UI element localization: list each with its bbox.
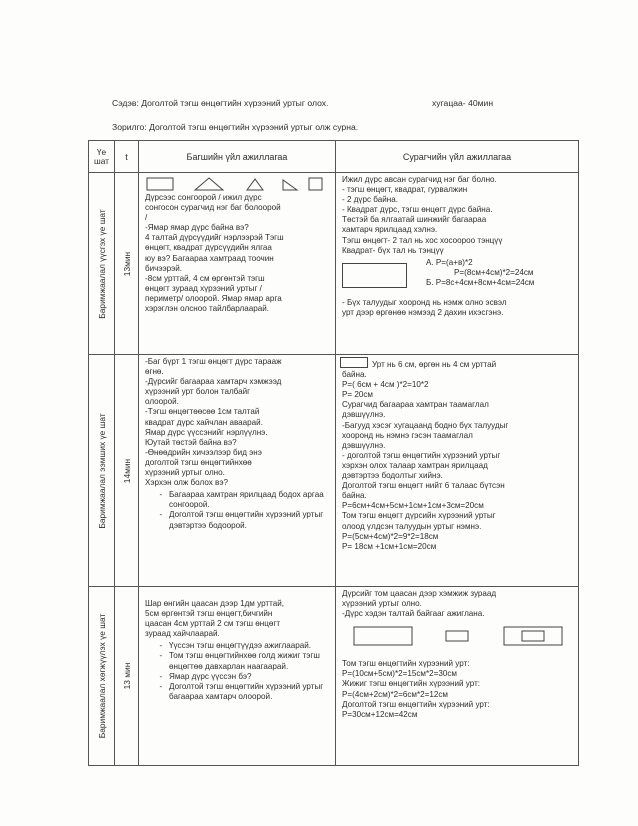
rectangle-icon [504, 627, 562, 645]
student-activity-text: байна. Р=( 6см + 4см )*2=10*2 Р= 20см Сурагчид багаараа хамтран таамаглал дэвшүүлнэ. -Багууд хэсэг хугацаанд бодно бүх талуудыг хооронд нь нэмнэ гэсэн таамаглал дэвшүүлнэ. - доголтой тэгш өнцөгтийн хүрээний уртыг хэрхэн олох талаар хамтран ярилцаад дэвтэртээ бодолтыг хийнэ. Доголтой тэгш өнцөгт нийт 6 талаас бүтсэн байна. Р=6см+4см+5см+1см+1см+3см=20см Том тэгш өнцөгт дүрсийн хүрээний уртыг олоод үлдсэн талуудын уртыг нэмнэ. Р=(5см+4см)*2=9*2=18см Р= 18см +1см+1см=20см [342, 370, 509, 551]
student-activity-text: Дүрсийг том цаасан дээр хэмжиж зураад хүрээний уртыг олно. -Дүрс хэдэн талтай байгааг ажиглана. [342, 589, 497, 619]
teacher-activity-text: -Баг бүрт 1 тэгш өнцөгт дүрс тарааж өгнө. -Дүрсийг багаараа хамтарч хэмжээд хүрээний урт болон талбайг олоорой. -Тэгш өнцөгтөөсөө 1см талтай квадрат дүрс хайчлан аваарай. Ямар дүрс үүссэнийг нэрлүүлнэ. Юутай төстэй байна вэ? -Өнөөдрийн хичээлээр бид энэ доголтой тэгш өнцөгтийнхөө хүрээний уртыг олно. Хэрхэн олж болох вэ? [145, 357, 282, 488]
student-activity-text: Том тэгш өнцөгтийн хүрээний урт: Р=(10см+5см)*2=15см*2=30см Жижиг тэгш өнцөгтийн хүрээний урт: Р=(4см+2см)*2=6см*2=12см Доголтой тэгш өнцөгтийн хүрээний урт: Р=30см+12см=42см [342, 659, 490, 719]
rectangle-icon [354, 627, 412, 645]
student-activity-text: - Бүх талуудыг хооронд нь нэмж олно эсвэл урт дээр өргөнөө нэмээд 2 дахин ихэсгэнэ. [342, 297, 507, 317]
formula-a: А. Р=(а+в)*2 [426, 257, 473, 267]
stage-cell: Баримжаалал ээмших үе шат [89, 355, 115, 587]
time-cell: 13 мин [115, 587, 139, 766]
student-activity-cell [336, 587, 579, 766]
shape-choices [139, 173, 335, 193]
header-time: t [115, 141, 139, 173]
cut-shapes [336, 621, 576, 651]
student-activity-cell [336, 173, 579, 355]
student-first-line: Урт нь 6 см, өргөн нь 4 см урттай [336, 355, 578, 370]
formula-a-result: Р=(8см+4см)*2=24см [454, 267, 534, 277]
teacher-steps-list [139, 641, 335, 702]
triangle-icon [195, 178, 223, 190]
header-student: Сурагчийн үйл ажиллагаа [336, 141, 579, 173]
rectangle-icon [340, 357, 368, 368]
triangle-icon [283, 180, 297, 190]
table-row [89, 173, 579, 355]
teacher-activity-text: Дүрсээс сонгоорой / ижил дүрс сонгосон сурагчид нэг баг болоорой / -Ямар ямар дүрс байна вэ? 4 талтай дүрсүүдийг нэрлээрэй Тэгш өнцөгт, квадрат дүрсүүдийн ялгаа юу вэ? Багаараа хамтраад тоочин бичээрэй. -8см урттай, 4 см өргөнтэй тэгш өнцөгт зураад хүрээний уртыг / периметр/ олоорой. Ямар ямар арга хэрэглэн олсноо тайлбарлаарай. [145, 193, 284, 314]
teacher-activity-text: Шар өнгийн цаасан дээр 1дм урттай, 5см өргөнтэй тэгш өнцөгт,бичгийн цаасан 4см урттай 2 см тэгш өнцөгт зураад хайчлаарай. [145, 599, 284, 639]
header-teacher: Багшийн үйл ажиллагаа [139, 141, 336, 173]
list-item: - Том тэгш өнцөгтийнхөө голд жижиг тэгш өнцөгтөө давхарлан наагаарай. [169, 651, 331, 671]
teacher-activity-cell [139, 173, 336, 355]
student-activity-cell [336, 355, 579, 587]
teacher-steps-list [139, 490, 335, 530]
rectangle-icon [446, 631, 468, 641]
table-row [89, 587, 579, 766]
stage-cell: Баримжаалал хөгжүүлэх үе шат [89, 587, 115, 766]
lesson-duration: хугацаа- 40мин [432, 98, 494, 108]
time-cell: 14мин [115, 355, 139, 587]
list-item: - Доголтой тэгш өнцөгтийн хүрээний уртыг дэвтэртээ бодоорой. [169, 510, 331, 530]
student-activity-text: Ижил дүрс авсан сурагчид нэг баг болно. - тэгш өнцөгт, квадрат, гурвалжин - 2 дүрс байна. - Квадрат дүрс, тэгш өнцөгт дүрс байна. Төстэй ба ялгаатай шинжийг багаараа хамтарч ярилцаад хэлнэ. Тэгш өнцөгт- 2 тал нь хос хосоороо тэнцүү Квадрат- бүх тал нь тэнцүү [342, 175, 503, 255]
formula-b: Б. Р=8с+4см+8см+4см=24см [426, 277, 535, 287]
rectangle-icon [342, 263, 408, 289]
table-row [89, 355, 579, 587]
rectangle-icon [147, 178, 173, 190]
table-header-row [89, 141, 579, 173]
list-item: - Доголтой тэгш өнцөгтийн хүрээний уртыг багаараа хамтарч олоорой. [169, 682, 331, 702]
header-stage: Үе шат [89, 141, 115, 173]
triangle-icon [247, 179, 263, 190]
lesson-subject: Сэдэв: Доголтой тэгш өнцөгтийн хүрээний уртыг олох. [112, 98, 329, 108]
list-item: - Ямар дүрс үүссэн бэ? [169, 672, 331, 682]
list-item: - Үүссэн тэгш өнцөгтүүдээ ажиглаарай. [169, 641, 331, 651]
rectangle-icon [522, 631, 544, 641]
time-cell: 13мин [115, 173, 139, 355]
teacher-activity-cell [139, 587, 336, 766]
stage-cell: Баримжаалал үүсгэх үе шат [89, 173, 115, 355]
lesson-goal: Зорилго: Доголтой тэгш өнцөгтийн хүрээний уртыг олж сурна. [112, 122, 359, 132]
teacher-activity-cell [139, 355, 336, 587]
lesson-table [88, 140, 579, 766]
list-item: - Багаараа хамтран ярилцаад бодох аргаа сонгоорой. [169, 490, 331, 510]
perimeter-example [336, 258, 578, 296]
square-icon [309, 178, 322, 190]
